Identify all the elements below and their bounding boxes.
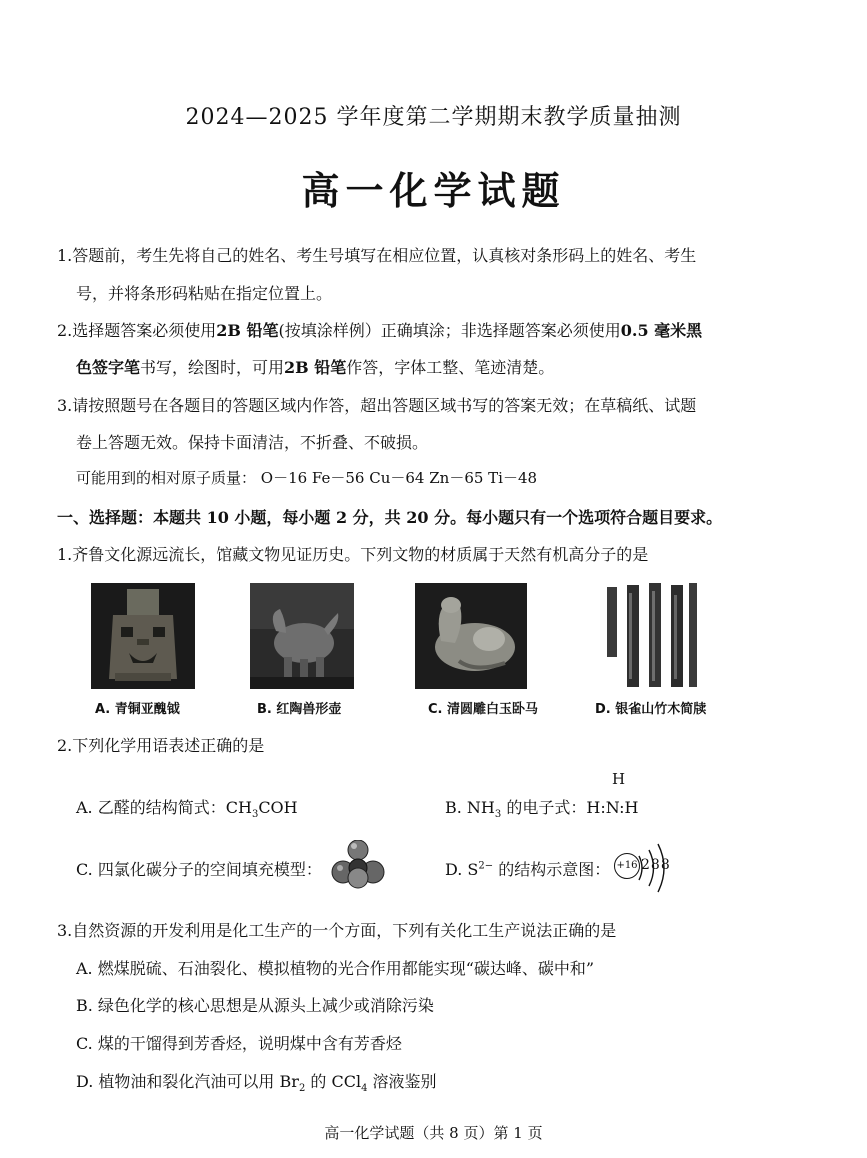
q2-option-d bbox=[445, 857, 610, 880]
q3-option-c: C. 煤的干馏得到芳香烃，说明煤中含有芳香烃 bbox=[76, 1034, 402, 1053]
q2-d-text-1: D. S bbox=[445, 860, 479, 879]
note-1-line-1: 1.答题前，考生先将自己的姓名、考生号填写在相应位置，认真核对条形码上的姓名、考生 bbox=[57, 246, 697, 265]
page-footer: 高一化学试题（共 8 页）第 1 页 bbox=[324, 1124, 543, 1142]
pottery-beast-pot-photo bbox=[250, 583, 354, 689]
q2-b-text-2: 的电子式： bbox=[501, 798, 587, 817]
note-2-bold-d: 2B 铅笔 bbox=[284, 358, 347, 377]
q2-d-sup: 2− bbox=[478, 860, 494, 872]
q2-a-text-1: A. 乙醛的结构简式：CH bbox=[76, 798, 252, 817]
q2-b-top-hydrogen: H bbox=[612, 770, 626, 788]
q3-option-b: B. 绿色化学的核心思想是从源头上减少或消除污染 bbox=[76, 996, 434, 1015]
note-2-text-d: 作答，字体工整、笔迹清楚。 bbox=[346, 358, 555, 377]
note-3-line-2: 卷上答题无效。保持卡面清洁，不折叠、不破损。 bbox=[76, 433, 429, 452]
q2-b-sub: 3 bbox=[494, 809, 502, 821]
q2-option-b bbox=[445, 795, 638, 820]
atomic-masses: 可能用到的相对原子质量： O－16 Fe－56 Cu－64 Zn－65 Ti－48 bbox=[76, 469, 538, 487]
jade-horse-photo bbox=[415, 583, 527, 689]
subject-title: 高一化学试题 bbox=[301, 168, 566, 213]
exam-title: 2024—2025 学年度第二学期期末教学质量抽测 bbox=[185, 105, 682, 130]
q2-b-electron-formula: H:N:H bbox=[586, 798, 639, 817]
question-1-stem: 1.齐鲁文化源远流长，馆藏文物见证历史。下列文物的材质属于天然有机高分子的是 bbox=[57, 545, 649, 564]
q3-d-text-1: D. 植物油和裂化汽油可以用 Br bbox=[76, 1072, 299, 1091]
q3-d-sub-2: 4 bbox=[361, 1083, 368, 1095]
q2-b-text-1: B. NH bbox=[445, 798, 495, 817]
q2-option-c bbox=[76, 857, 322, 880]
q2-a-sub: 3 bbox=[251, 809, 259, 821]
note-2-bold-b: 0.5 毫米黑 bbox=[620, 321, 703, 340]
q1-option-b-label: B. 红陶兽形壶 bbox=[257, 702, 342, 717]
note-2-line-1 bbox=[57, 318, 702, 341]
note-2-line-2 bbox=[76, 355, 554, 378]
ccl4-space-filling-model-icon bbox=[330, 840, 386, 890]
q3-option-d bbox=[76, 1069, 437, 1094]
note-2-bold-c: 色签字笔 bbox=[76, 358, 141, 377]
electron-shell-arcs-icon bbox=[633, 840, 667, 896]
q1-option-d-label: D. 银雀山竹木简牍 bbox=[595, 702, 707, 717]
q3-d-text-3: 溶液鉴别 bbox=[367, 1072, 437, 1091]
q2-a-text-2: COH bbox=[258, 798, 298, 817]
q3-d-sub-1: 2 bbox=[298, 1083, 306, 1095]
question-2-stem: 2.下列化学用语表述正确的是 bbox=[57, 736, 265, 755]
q3-option-a: A. 燃煤脱硫、石油裂化、模拟植物的光合作用都能实现“碳达峰、碳中和” bbox=[76, 959, 595, 978]
q1-option-c-label: C. 清圆雕白玉卧马 bbox=[428, 702, 539, 717]
q3-d-text-2: 的 CCl bbox=[305, 1072, 362, 1091]
note-2-text-c: 书写，绘图时，可用 bbox=[140, 358, 285, 377]
s2-shell-electrons: 288 bbox=[641, 857, 671, 873]
q2-option-a bbox=[76, 795, 298, 820]
bronze-axe-photo bbox=[91, 583, 195, 689]
note-2-bold-a: 2B 铅笔 bbox=[216, 321, 279, 340]
note-2-text-a: 2.选择题答案必须使用 bbox=[57, 321, 217, 340]
q2-d-text-2: 的结构示意图： bbox=[493, 860, 611, 879]
note-1-line-2: 号，并将条形码粘贴在指定位置上。 bbox=[76, 284, 333, 303]
note-3-line-1: 3.请按照题号在各题目的答题区域内作答，超出答题区域书写的答案无效；在草稿纸、试题 bbox=[57, 396, 697, 415]
bamboo-slips-photo bbox=[605, 583, 699, 689]
note-2-text-b: (按填涂样例）正确填涂；非选择题答案必须使用 bbox=[278, 321, 621, 340]
q1-option-a-label: A. 青铜亚醜钺 bbox=[95, 702, 180, 717]
section-1-heading: 一、选择题：本题共 10 小题，每小题 2 分，共 20 分。每小题只有一个选项符合题目要求。 bbox=[57, 508, 723, 527]
question-3-stem: 3.自然资源的开发利用是化工生产的一个方面，下列有关化工生产说法正确的是 bbox=[57, 921, 617, 940]
q2-c-text-1: C. 四氯化碳分子的空间填充模型： bbox=[76, 860, 322, 879]
s2-nucleus-circle: +16 bbox=[614, 853, 640, 879]
